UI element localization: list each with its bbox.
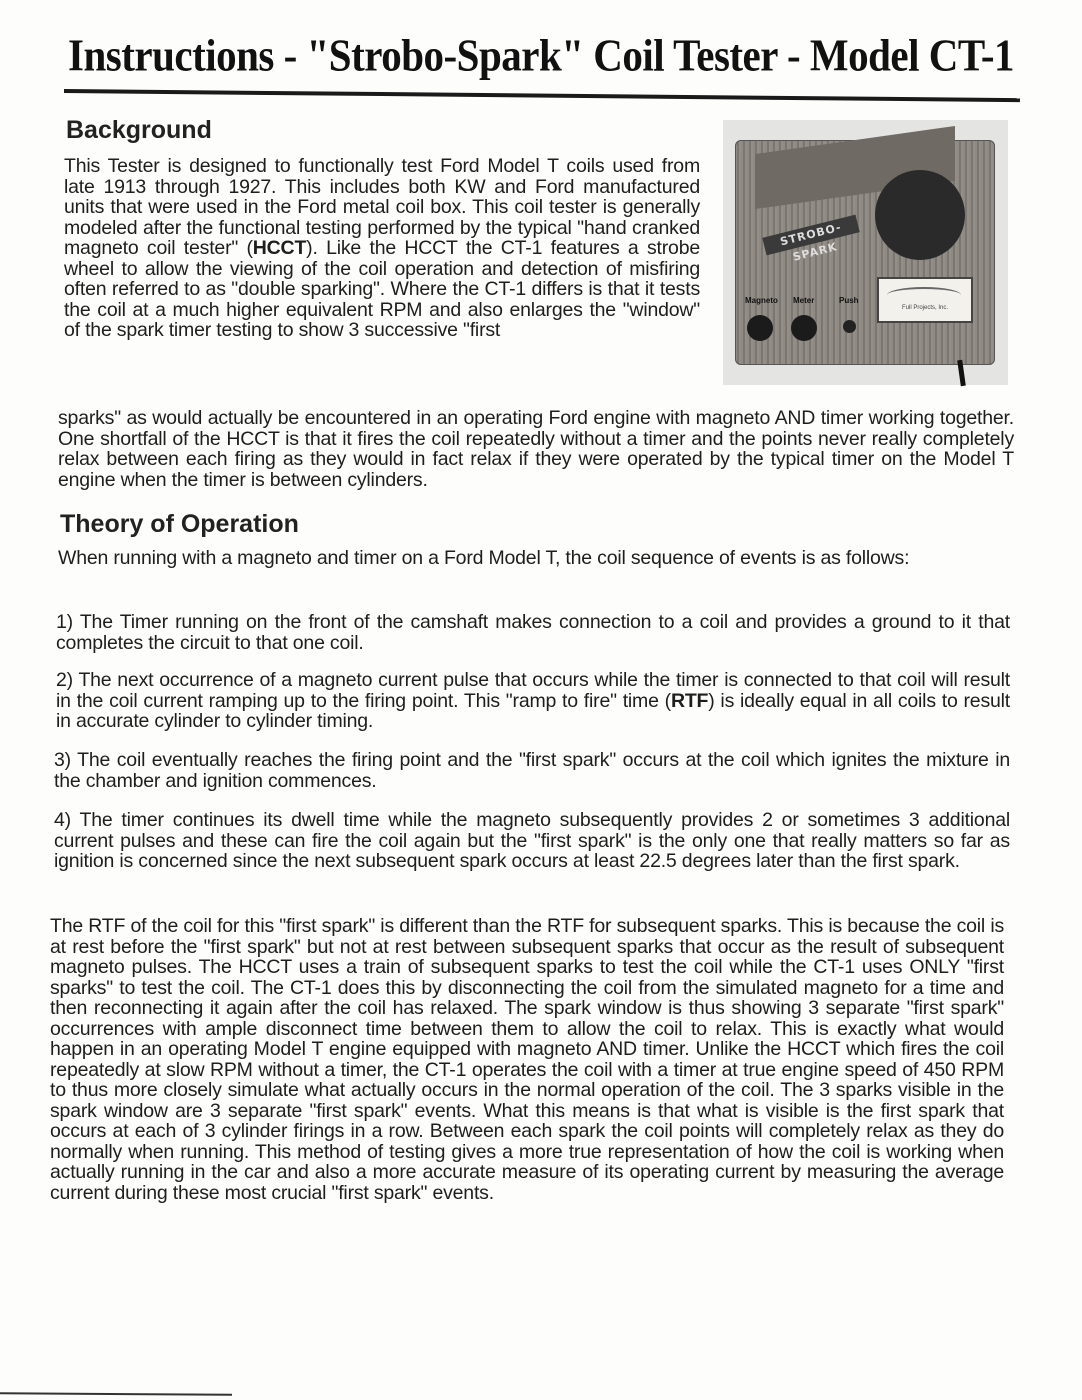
closing-paragraph: The RTF of the coil for this "first spark" is different than the RTF for subsequent sparks. This is because the coil is at rest before the "first spark" but not at rest between subsequent sparks that occur as the result of subsequent magneto pulses. The HCCT uses a train of subsequent sparks to test the coil while the CT-1 uses ONLY "first sparks" to test the coil. The CT-1 does this by disconnecting the coil from the simulated magneto for a time and then reconnecting it again after the coil has relaxed. The spark window is thus showing 3 separate "first spark" occurrences with ample disconnect time between them to allow the coil to relax. This is exactly what would happen in an operating Model T engine equipped with magneto AND timer. Unlike the HCCT which fires the coil repeatedly at slow RPM without a timer, the CT-1 operates the coil with a timer at true engine speed of 450 RPM to thus more closely simulate what actually occurs in the normal operation of the coil. The 3 sparks visible in the spark window are 3 separate "first spark" events. What this means is that what is visible is the first spark that occurs at each of 3 cylinder firings in a row. Between each spark the coil points will completely relax as they do normally when running. This method of testing gives a more true representation of how the coil is working when actually running in the car and also a more accurate measure of its operating current by measuring the average current during these most crucial "first spark" events. xyxy=(50,915,1004,1204)
device-photo xyxy=(723,120,1008,385)
meter-knob-label: Meter xyxy=(793,296,815,305)
background-paragraph-part1 xyxy=(64,156,700,341)
push-label: Push xyxy=(839,296,859,305)
step-4: 4) The timer continues its dwell time while the magneto subsequently provides 2 or sometimes 3 additional current pulses and these can fire the coil again but the "first spark" is the only one that really matters so far as ignition is concerned since the next subsequent spark occurs at least 22.5 degrees later than the first spark. xyxy=(54,809,1010,872)
background-text-a: This Tester is designed to functionally test Ford Model T coils used from late 1913 through 1927. This includes both KW and Ford manufactured units that were used in the Ford metal coil box. This coil tester is generally modeled after the functional testing performed by the typical "hand cranked magneto coil tester" ( xyxy=(64,155,700,259)
brand-plate: STROBO-SPARK xyxy=(762,215,860,256)
theory-intro: When running with a magneto and timer on a Ford Model T, the coil sequence of events is as follows: xyxy=(58,547,910,569)
step-2-text-a: 2) The next occurrence of a magneto current pulse that occurs while the timer is connected to that coil will result in the coil current ramping up to the firing point. This "ramp to fire" time ( xyxy=(56,669,1010,712)
current-meter xyxy=(877,277,973,323)
device-box xyxy=(735,140,995,365)
magneto-knob xyxy=(747,315,773,341)
step-2-text-b: ) is ideally equal in all coils to result in accurate cylinder to cylinder timing. xyxy=(56,689,1010,732)
magneto-knob-label: Magneto xyxy=(745,296,778,305)
theory-heading: Theory of Operation xyxy=(60,510,299,538)
title-divider xyxy=(64,89,1020,102)
meter-scale xyxy=(887,287,961,303)
rtf-bold: RTF xyxy=(670,689,709,712)
background-paragraph-part2: sparks" as would actually be encountered in an operating Ford engine with magneto AND timer working together. One shortfall of the HCCT is that it fires the coil repeatedly without a timer and the points never really completely relax between each firing as they would in fact relax if they were operated by the typical timer on the Model T engine when the timer is between cylinders. xyxy=(58,407,1014,491)
background-heading: Background xyxy=(66,116,212,144)
step-2 xyxy=(56,670,1010,732)
step-1: 1) The Timer running on the front of the camshaft makes connection to a coil and provides a ground to it that completes the circuit to that one coil. xyxy=(56,611,1010,654)
strobe-wheel-window xyxy=(875,170,965,260)
background-text-b: ). Like the HCCT the CT-1 features a strobe wheel to allow the viewing of the coil operation and detection of misfiring often referred to as "double sparking". Where the CT-1 differs is that it tests the coil at a much higher equivalent RPM and also enlarges the "window" of the spark timer testing to show 3 successive "first xyxy=(64,237,700,341)
hcct-bold: HCCT xyxy=(252,237,307,259)
step-3: 3) The coil eventually reaches the firing point and the "first spark" occurs at the coil which ignites the mixture in the chamber and ignition commences. xyxy=(54,749,1010,792)
bottom-edge-line xyxy=(0,1392,232,1396)
page-title: Instructions - "Strobo-Spark" Coil Tester - Model CT-1 xyxy=(68,29,1015,81)
meter-knob xyxy=(791,315,817,341)
meter-label: Full Projects, Inc. xyxy=(901,305,948,311)
push-button xyxy=(843,320,856,333)
